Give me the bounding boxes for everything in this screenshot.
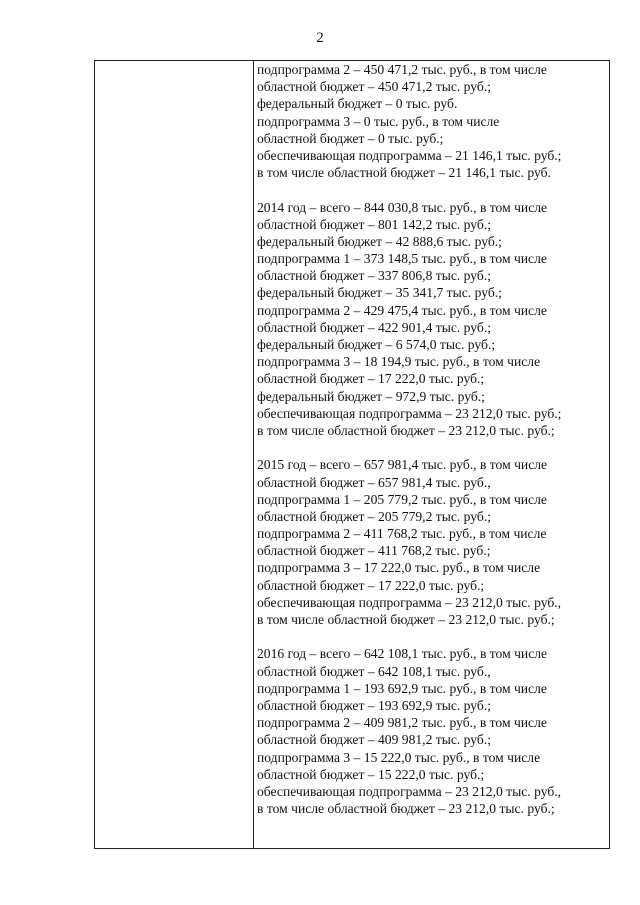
funding-line: областной бюджет – 657 981,4 тыс. руб., <box>257 474 491 490</box>
funding-line: обеспечивающая подпрограмма – 23 212,0 тыс. руб., <box>257 783 562 799</box>
funding-line: в том числе областной бюджет – 23 212,0 тыс. руб.; <box>257 612 555 627</box>
funding-line: областной бюджет – 17 222,0 тыс. руб.; <box>257 371 485 387</box>
funding-line: обеспечивающая подпрограмма – 23 212,0 тыс. руб.; <box>257 405 562 421</box>
funding-line: областной бюджет – 450 471,2 тыс. руб.; <box>257 79 491 95</box>
funding-line: подпрограмма 3 – 15 222,0 тыс. руб., в том числе <box>257 749 541 765</box>
funding-line: областной бюджет – 0 тыс. руб.; <box>257 130 444 146</box>
funding-line: областной бюджет – 422 901,4 тыс. руб.; <box>257 319 491 335</box>
funding-line: подпрограмма 2 – 409 981,2 тыс. руб., в том числе <box>257 715 547 731</box>
funding-line: федеральный бюджет – 972,9 тыс. руб.; <box>257 388 485 404</box>
paragraph-gap <box>257 181 605 198</box>
funding-line: 2015 год – всего – 657 981,4 тыс. руб., в том числе <box>257 457 548 473</box>
funding-line: подпрограмма 1 – 193 692,9 тыс. руб., в том числе <box>257 680 547 696</box>
funding-line: обеспечивающая подпрограмма – 21 146,1 тыс. руб.; <box>257 147 562 163</box>
funding-line: областной бюджет – 17 222,0 тыс. руб.; <box>257 577 485 593</box>
column-divider <box>253 61 254 848</box>
table-left-column <box>95 61 253 848</box>
funding-line: в том числе областной бюджет – 21 146,1 тыс. руб. <box>257 165 551 181</box>
funding-line: федеральный бюджет – 6 574,0 тыс. руб.; <box>257 337 496 352</box>
page-number: 2 <box>316 30 324 46</box>
funding-line: подпрограмма 2 – 450 471,2 тыс. руб., в том числе <box>257 62 547 77</box>
funding-line: подпрограмма 1 – 205 779,2 тыс. руб., в том числе <box>257 491 547 507</box>
funding-line: подпрограмма 1 – 373 148,5 тыс. руб., в том числе <box>257 251 547 267</box>
table-right-column <box>257 61 605 817</box>
program-funding-table <box>94 60 610 849</box>
funding-line: областной бюджет – 337 806,8 тыс. руб.; <box>257 268 491 284</box>
funding-line: областной бюджет – 642 108,1 тыс. руб., <box>257 663 491 679</box>
funding-line: подпрограмма 2 – 411 768,2 тыс. руб., в том числе <box>257 526 547 542</box>
funding-line: подпрограмма 2 – 429 475,4 тыс. руб., в том числе <box>257 302 547 318</box>
funding-line: 2016 год – всего – 642 108,1 тыс. руб., в том числе <box>257 646 548 662</box>
funding-line: областной бюджет – 409 981,2 тыс. руб.; <box>257 732 491 748</box>
funding-line: областной бюджет – 205 779,2 тыс. руб.; <box>257 508 491 524</box>
funding-line: федеральный бюджет – 42 888,6 тыс. руб.; <box>257 233 502 249</box>
funding-line: областной бюджет – 193 692,9 тыс. руб.; <box>257 697 491 713</box>
funding-line: областной бюджет – 411 768,2 тыс. руб.; <box>257 543 491 559</box>
funding-line: федеральный бюджет – 35 341,7 тыс. руб.; <box>257 285 502 301</box>
funding-line: подпрограмма 3 – 17 222,0 тыс. руб., в том числе <box>257 560 541 576</box>
funding-line: областной бюджет – 15 222,0 тыс. руб.; <box>257 766 485 782</box>
funding-line: подпрограмма 3 – 0 тыс. руб., в том числе <box>257 113 500 129</box>
funding-line: областной бюджет – 801 142,2 тыс. руб.; <box>257 216 491 232</box>
funding-line: в том числе областной бюджет – 23 212,0 тыс. руб.; <box>257 801 555 817</box>
funding-line: в том числе областной бюджет – 23 212,0 тыс. руб.; <box>257 422 555 438</box>
funding-line: подпрограмма 3 – 18 194,9 тыс. руб., в том числе <box>257 354 541 370</box>
funding-line: обеспечивающая подпрограмма – 23 212,0 тыс. руб., <box>257 594 562 610</box>
funding-line: 2014 год – всего – 844 030,8 тыс. руб., в том числе <box>257 199 548 215</box>
paragraph-gap <box>257 628 605 645</box>
paragraph-gap <box>257 439 605 456</box>
funding-line: федеральный бюджет – 0 тыс. руб. <box>257 96 458 112</box>
